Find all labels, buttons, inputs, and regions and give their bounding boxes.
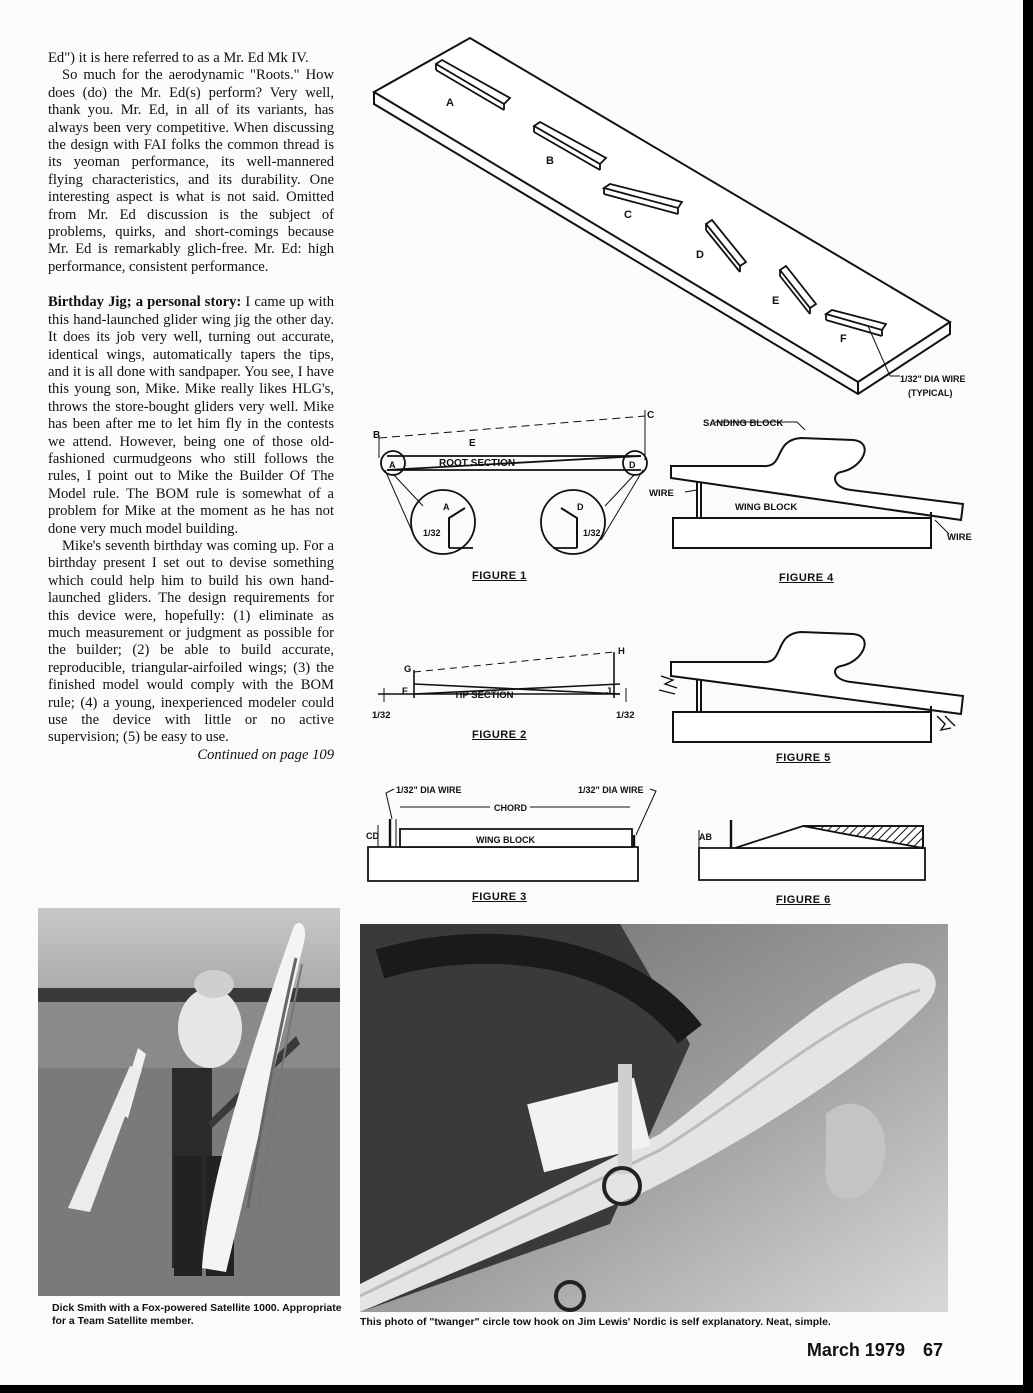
figure-4-label: FIGURE 4	[779, 572, 834, 584]
wire-note: 1/32" DIA WIRE	[900, 374, 966, 384]
jig-letter-c: C	[624, 209, 632, 221]
figure-4-diagram	[645, 408, 985, 578]
photo-tow-hook-image	[360, 924, 948, 1312]
fig1-circle-d: D	[629, 460, 636, 470]
figure-5-diagram	[645, 620, 985, 750]
sanding-block-label: SANDING BLOCK	[703, 418, 784, 429]
fig6-ab-label: AB	[699, 832, 712, 842]
figure-1-label: FIGURE 1	[472, 570, 527, 582]
fig3-wire-right: 1/32" DIA WIRE	[578, 785, 644, 795]
jig-isometric-diagram	[360, 30, 1000, 410]
jig-letter-f: F	[840, 333, 847, 345]
right-photo-caption: This photo of "twanger" circle tow hook on Jim Lewis' Nordic is self explanatory. Neat, simple.	[360, 1316, 831, 1328]
continued-note: Continued on page 109	[197, 746, 334, 763]
figure-3-label: FIGURE 3	[472, 891, 527, 903]
fig3-cd-label: CD	[366, 831, 379, 841]
fig4-wing-block: WING BLOCK	[735, 502, 798, 513]
fig3-wire-left: 1/32" DIA WIRE	[396, 785, 462, 795]
chord-label: CHORD	[494, 803, 527, 813]
page-number: 67	[922, 1340, 943, 1360]
fig1-dim-right: 1/32	[583, 528, 601, 538]
figure-1-diagram	[365, 408, 665, 573]
figure-2-diagram	[370, 640, 650, 730]
fig2-dim-left: 1/32	[372, 710, 391, 721]
fig1-detail-d: D	[577, 502, 584, 512]
fig2-letter-f: F	[402, 686, 408, 697]
article-paragraph: So much for the aerodynamic "Roots." How does (do) the Mr. Ed(s) perform? Very well, thank you. Mr. Ed, in all of its variants, has always been very competitive. When discussing the design with FAI folks the common thread is its yeoman performance, its well-mannered flying characteristics, and its durability. One interesting aspect is what is not said. Omitted from Mr. Ed discussion is the subject of problems, quirks, and short-comings because Mr. Ed is remarkably glich-free. Mr. Ed: high performance, consistent performance.	[48, 67, 334, 275]
fig1-circle-a: A	[389, 460, 396, 470]
fig1-dim-left: 1/32	[423, 528, 441, 538]
fig2-letter-j: J	[606, 686, 612, 697]
figure-6-diagram	[695, 810, 935, 890]
jig-letter-d: D	[696, 249, 704, 261]
fig4-wire-right: WIRE	[947, 532, 972, 543]
fig1-letter-e: E	[469, 438, 476, 449]
article-paragraph: Mike's seventh birthday was coming up. For a birthday present I set out to devise something which could help him to build his own hand-launched gliders. The design requirements for this device were, hopefully: (1) eliminate as much measurement or judgment as possible for the builder; (2) be able to build accurate, reproducible, triangular-airfoiled wings; (3) the finished model would comply with the BOM rule; (4) a young, inexperienced modeler could use the device with little or no active supervision; (5) be easy to use.	[48, 537, 334, 746]
paragraph-body: I came up with this hand-launched glider wing jig the other day. It does its job very well, turning out accurate, identical wings, automatically tapers the tips, and it is all done with sandpaper. You see, I have this young son, Mike. Mike really likes HLG's, throws the store-bought gliders very well. Mike has been after me to let him fly in the contests we attend. However, being one of those old-fashioned curmudgeons who still follows the rules, I point out to Mike the Builder Of The Model rule. The BOM rule is somewhat of a problem for Mike at the moment as he has not done very much model building.	[48, 294, 334, 537]
fig3-wing-block: WING BLOCK	[476, 835, 535, 845]
figure-2-label: FIGURE 2	[472, 729, 527, 741]
article-paragraph: Ed") it is here referred to as a Mr. Ed Mk IV.	[48, 50, 309, 66]
fig1-letter-c: C	[647, 410, 655, 421]
fig1-detail-a: A	[443, 502, 450, 512]
article-paragraph	[48, 294, 334, 538]
figure-3-diagram	[360, 775, 660, 890]
tip-section-label: TIP SECTION	[454, 690, 514, 701]
photo-dick-smith	[38, 908, 340, 1296]
figure-6-label: FIGURE 6	[776, 894, 831, 906]
photo-dick-smith-image	[38, 908, 340, 1296]
left-photo-caption: Dick Smith with a Fox-powered Satellite 1000. Appropriate for a Team Satellite member.	[52, 1302, 342, 1327]
fig2-dim-right: 1/32	[616, 710, 635, 721]
figure-5-label: FIGURE 5	[776, 752, 831, 764]
fig2-letter-g: G	[404, 664, 412, 675]
jig-letter-b: B	[546, 155, 554, 167]
section-lead: Birthday Jig; a personal story:	[48, 294, 242, 311]
page-footer	[807, 1340, 943, 1361]
wire-note-typical: (TYPICAL)	[908, 388, 953, 398]
jig-letter-a: A	[446, 97, 454, 109]
fig1-letter-b: B	[373, 430, 381, 441]
fig2-letter-h: H	[618, 646, 625, 657]
root-section-label: ROOT SECTION	[439, 458, 516, 469]
photo-tow-hook	[360, 924, 948, 1312]
jig-letter-e: E	[772, 295, 780, 307]
article-text-column	[48, 50, 334, 764]
issue-date: March 1979	[806, 1340, 905, 1360]
fig4-wire-left: WIRE	[649, 488, 674, 499]
